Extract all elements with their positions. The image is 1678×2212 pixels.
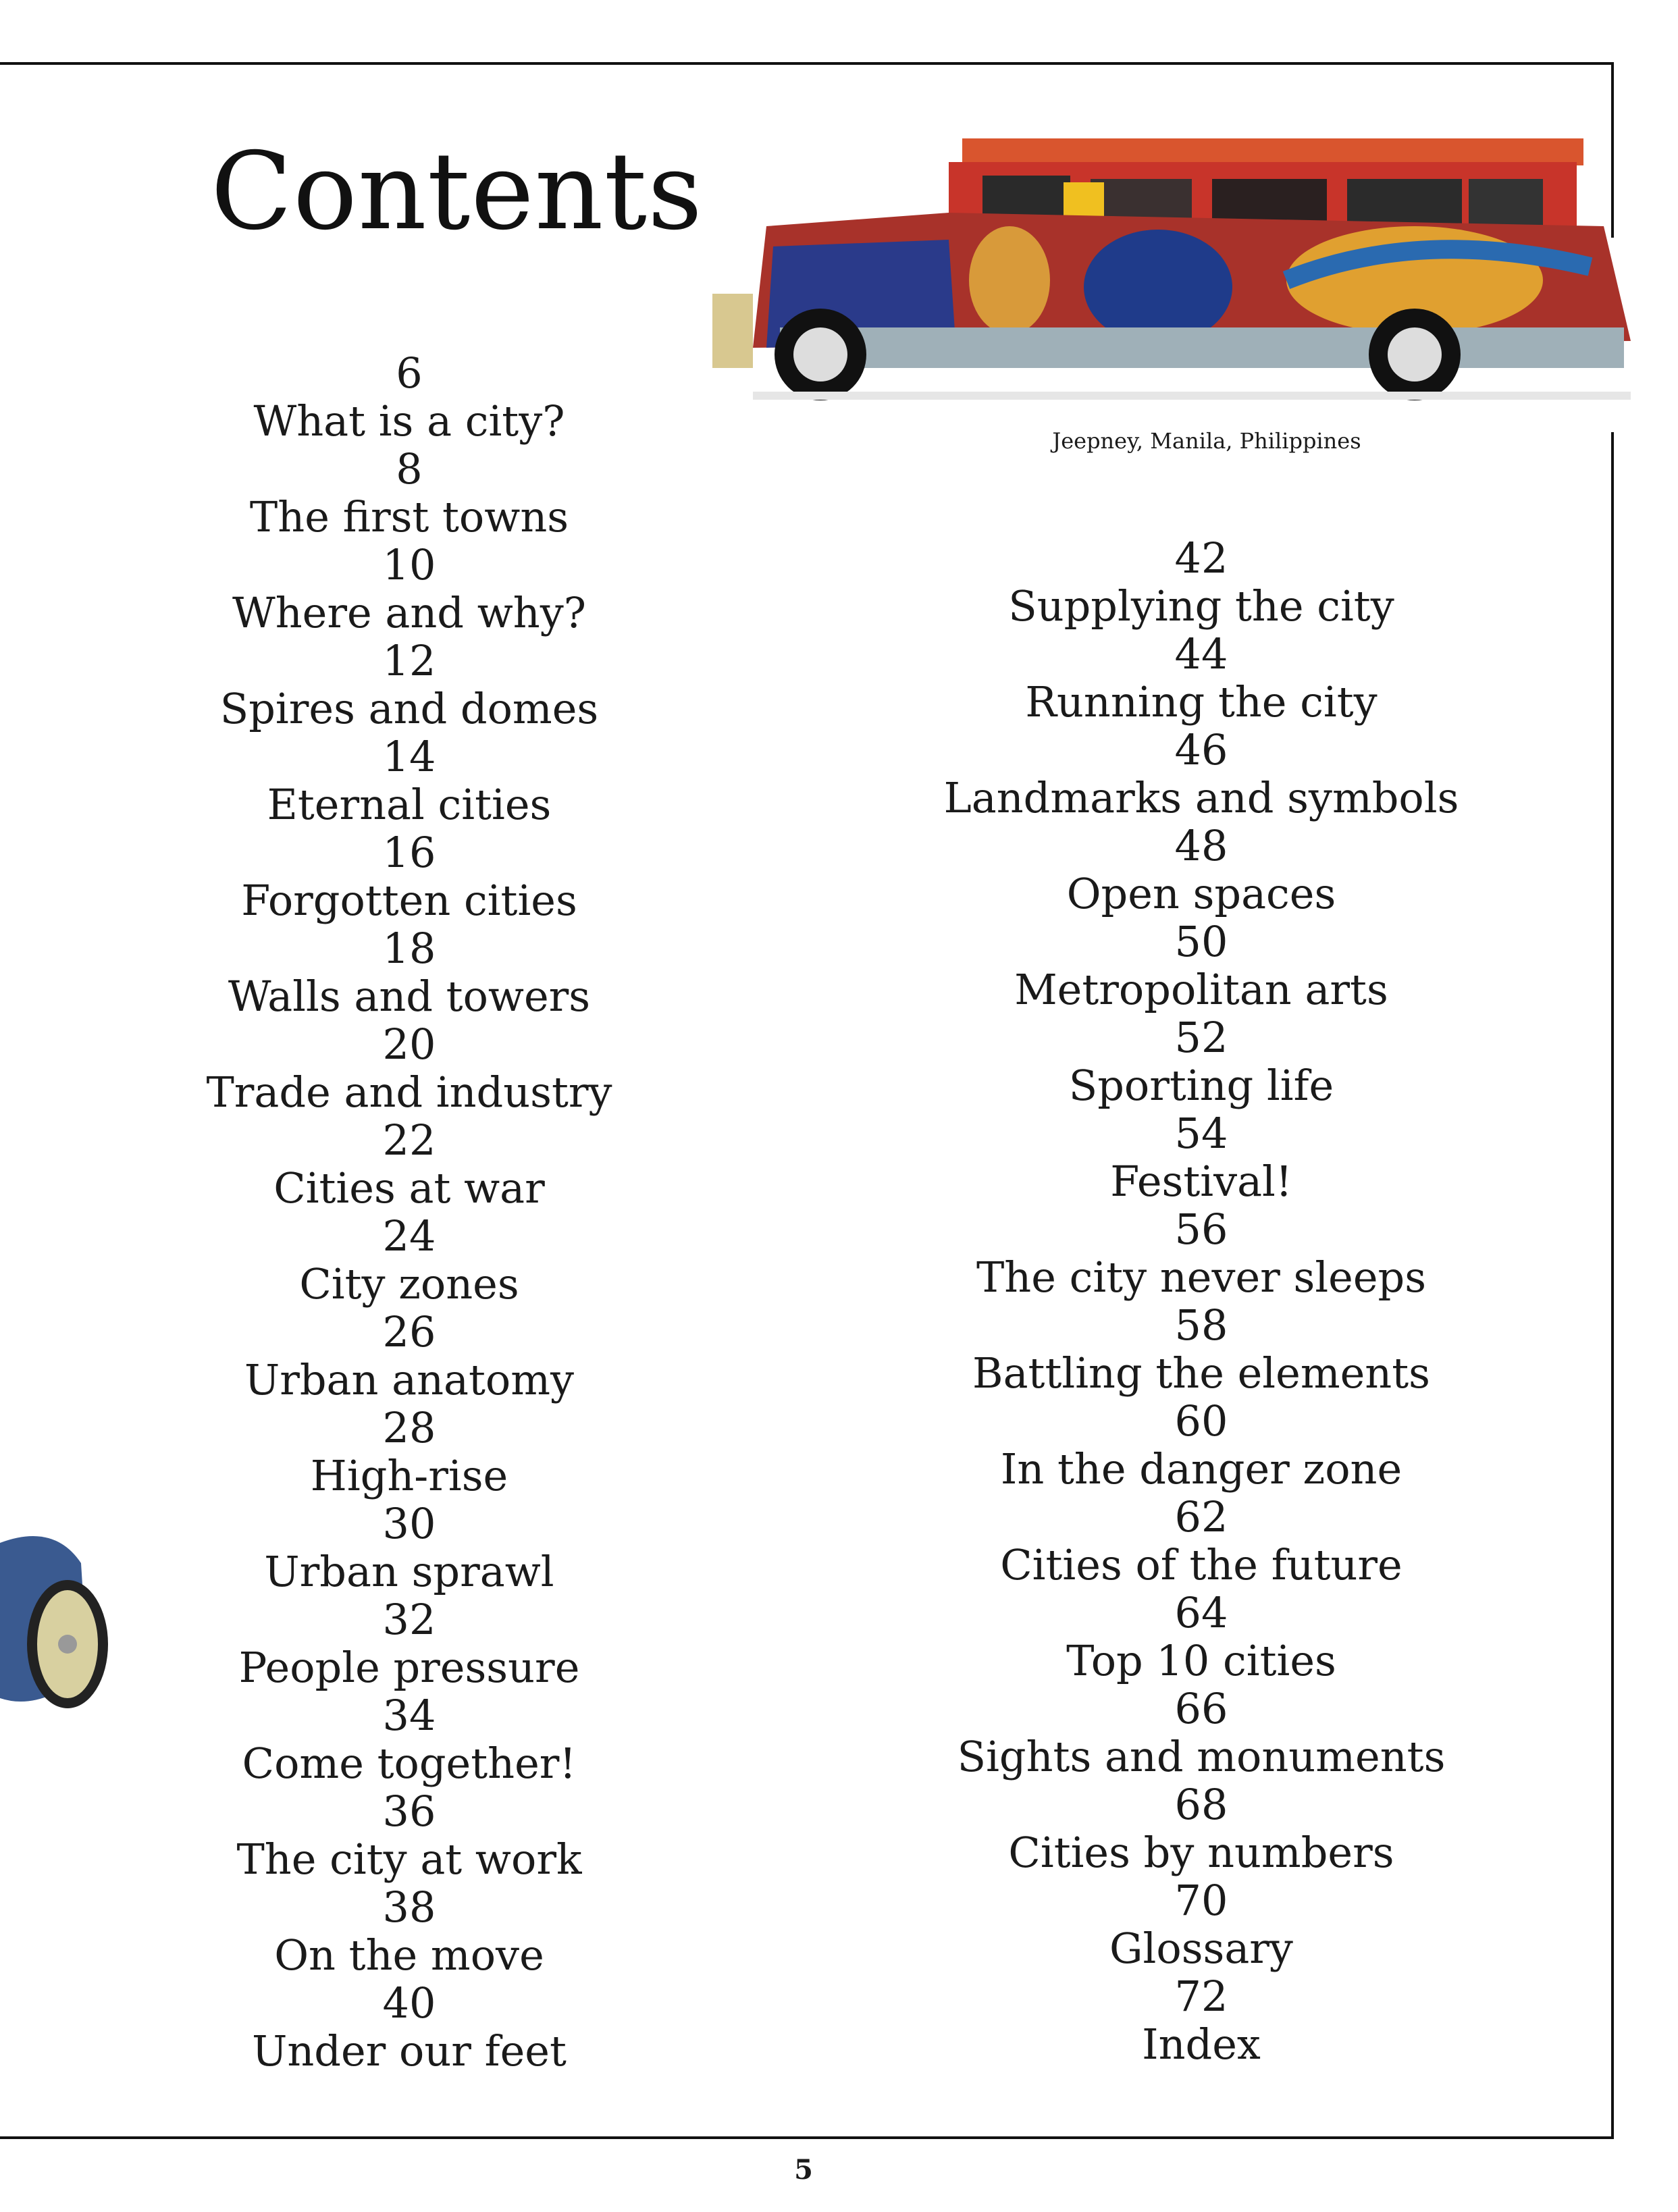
- contents-entry[interactable]: [897, 1589, 1505, 1685]
- page-number: 5: [794, 2154, 813, 2186]
- contents-entry[interactable]: [105, 541, 713, 637]
- entry-title: Running the city: [1025, 677, 1378, 727]
- contents-entry[interactable]: [105, 733, 713, 828]
- entry-page-number: 14: [382, 732, 436, 781]
- contents-entry[interactable]: [897, 1876, 1505, 1972]
- entry-title: Where and why?: [232, 588, 586, 637]
- contents-entry[interactable]: [105, 924, 713, 1020]
- entry-page-number: 10: [382, 540, 436, 589]
- entry-page-number: 28: [382, 1403, 436, 1452]
- entry-page-number: 38: [382, 1882, 436, 1932]
- entry-page-number: 6: [396, 348, 423, 398]
- entry-page-number: 48: [1174, 821, 1228, 870]
- entry-title: Metropolitan arts: [1014, 965, 1388, 1014]
- contents-right-column: [897, 534, 1505, 2068]
- entry-title: Cities of the future: [1000, 1540, 1402, 1589]
- entry-title: Urban anatomy: [244, 1355, 575, 1404]
- entry-page-number: 56: [1174, 1205, 1228, 1254]
- contents-entry[interactable]: [105, 637, 713, 733]
- entry-title: The city never sleeps: [976, 1253, 1427, 1302]
- entry-page-number: 66: [1174, 1684, 1228, 1733]
- jeepney-photo: [712, 125, 1641, 409]
- contents-entry[interactable]: [105, 1883, 713, 1979]
- contents-entry[interactable]: [105, 1404, 713, 1500]
- entry-title: Glossary: [1109, 1924, 1293, 1973]
- entry-page-number: 70: [1174, 1876, 1228, 1925]
- entry-page-number: 58: [1174, 1300, 1228, 1350]
- contents-entry[interactable]: [105, 445, 713, 541]
- contents-entry[interactable]: [897, 1781, 1505, 1876]
- entry-title: Under our feet: [252, 2026, 567, 2076]
- entry-title: On the move: [274, 1930, 544, 1980]
- entry-page-number: 36: [382, 1787, 436, 1836]
- contents-entry[interactable]: [897, 1109, 1505, 1205]
- car-photo-fragment: [0, 1523, 115, 1718]
- entry-title: Supplying the city: [1008, 581, 1394, 631]
- contents-entry[interactable]: [897, 1493, 1505, 1589]
- entry-page-number: 20: [382, 1020, 436, 1069]
- entry-title: Come together!: [242, 1739, 577, 1788]
- entry-page-number: 42: [1174, 533, 1228, 583]
- entry-page-number: 40: [382, 1978, 436, 2028]
- entry-title: Festival!: [1110, 1157, 1292, 1206]
- contents-entry[interactable]: [897, 1685, 1505, 1781]
- frame-right-rule-lower: [1611, 432, 1614, 2139]
- entry-title: Urban sprawl: [264, 1547, 554, 1596]
- entry-page-number: 72: [1174, 1972, 1228, 2021]
- entry-title: Trade and industry: [206, 1068, 612, 1117]
- contents-entry[interactable]: [105, 1308, 713, 1404]
- contents-entry[interactable]: [105, 828, 713, 924]
- entry-page-number: 16: [382, 828, 436, 877]
- entry-title: Sporting life: [1068, 1061, 1334, 1110]
- contents-entry[interactable]: [105, 1691, 713, 1787]
- entry-title: Index: [1142, 2020, 1261, 2069]
- entry-page-number: 34: [382, 1691, 436, 1740]
- entry-page-number: 54: [1174, 1109, 1228, 1158]
- contents-entry[interactable]: [897, 1397, 1505, 1493]
- contents-entry[interactable]: [105, 1116, 713, 1212]
- entry-page-number: 12: [382, 636, 436, 685]
- entry-title: What is a city?: [253, 396, 565, 446]
- entry-page-number: 24: [382, 1211, 436, 1261]
- contents-entry[interactable]: [897, 726, 1505, 822]
- contents-entry[interactable]: [105, 1596, 713, 1691]
- contents-entry[interactable]: [897, 822, 1505, 918]
- entry-page-number: 22: [382, 1115, 436, 1165]
- entry-page-number: 18: [382, 924, 436, 973]
- entry-page-number: 32: [382, 1595, 436, 1644]
- entry-title: In the danger zone: [1000, 1444, 1402, 1494]
- contents-entry[interactable]: [897, 1301, 1505, 1397]
- contents-entry[interactable]: [897, 630, 1505, 726]
- entry-title: Cities at war: [273, 1163, 545, 1213]
- entry-page-number: 30: [382, 1499, 436, 1548]
- entry-title: High-rise: [310, 1451, 508, 1500]
- entry-page-number: 62: [1174, 1492, 1228, 1542]
- frame-bottom-rule: [0, 2136, 1614, 2139]
- entry-title: People pressure: [238, 1643, 580, 1692]
- entry-page-number: 64: [1174, 1588, 1228, 1637]
- contents-entry[interactable]: [105, 349, 713, 445]
- frame-top-rule: [0, 62, 1614, 65]
- entry-title: Battling the elements: [972, 1348, 1430, 1398]
- entry-page-number: 52: [1174, 1013, 1228, 1062]
- entry-page-number: 26: [382, 1307, 436, 1357]
- contents-entry[interactable]: [105, 1212, 713, 1308]
- contents-entry[interactable]: [897, 534, 1505, 630]
- entry-title: The first towns: [249, 492, 569, 542]
- entry-page-number: 68: [1174, 1780, 1228, 1829]
- entry-title: Landmarks and symbols: [943, 773, 1459, 822]
- entry-page-number: 44: [1174, 629, 1228, 679]
- entry-page-number: 8: [396, 444, 423, 494]
- entry-page-number: 46: [1174, 725, 1228, 774]
- contents-entry[interactable]: [897, 1205, 1505, 1301]
- entry-title: Cities by numbers: [1008, 1828, 1394, 1877]
- entry-title: City zones: [299, 1259, 519, 1309]
- entry-title: Eternal cities: [267, 780, 552, 829]
- entry-title: Sights and monuments: [957, 1732, 1446, 1781]
- entry-title: Walls and towers: [228, 972, 591, 1021]
- contents-entry[interactable]: [897, 918, 1505, 1013]
- entry-page-number: 50: [1174, 917, 1228, 966]
- contents-entry[interactable]: [105, 1979, 713, 2075]
- entry-title: The city at work: [236, 1835, 582, 1884]
- page-title: Contents: [211, 130, 704, 254]
- entry-title: Forgotten cities: [241, 876, 577, 925]
- contents-entry[interactable]: [105, 1020, 713, 1116]
- image-caption: Jeepney, Manila, Philippines: [1052, 428, 1361, 454]
- contents-entry[interactable]: [105, 1787, 713, 1883]
- contents-entry[interactable]: [105, 1500, 713, 1596]
- entry-page-number: 60: [1174, 1396, 1228, 1446]
- entry-title: Spires and domes: [219, 684, 599, 733]
- contents-entry[interactable]: [897, 1972, 1505, 2068]
- entry-title: Open spaces: [1066, 869, 1336, 918]
- entry-title: Top 10 cities: [1066, 1636, 1336, 1685]
- contents-entry[interactable]: [897, 1013, 1505, 1109]
- contents-left-column: [105, 349, 713, 2075]
